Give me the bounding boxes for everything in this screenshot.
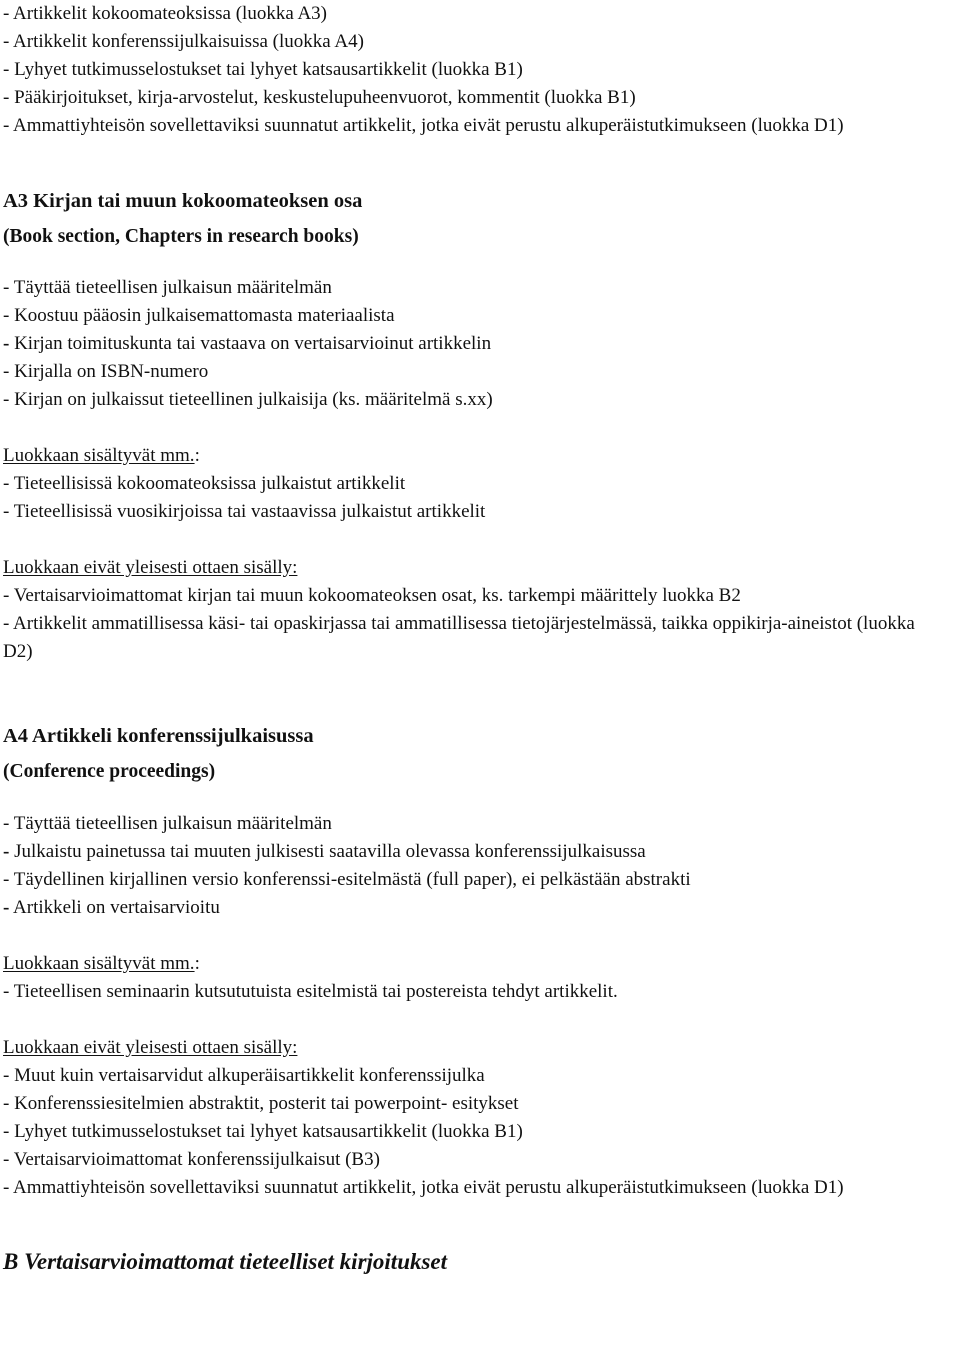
list-text: Kirjan toimituskunta tai vastaava on vertaisarvioinut artikkelin [9,333,492,354]
list-item [3,866,959,894]
includes-colon: : [194,953,200,974]
list-item: - Tieteellisen seminaarin kutsututuista esitelmistä tai postereista tehdyt artikkelit. [3,981,618,1002]
list-dash: - [3,277,10,298]
excludes-label: Luokkaan eivät yleisesti ottaen sisälly: [3,557,298,578]
list-text: Kirjan on julkaissut tieteellinen julkaisija (ks. määritelmä s.xx) [9,389,493,410]
list-text: Täyttää tieteellisen julkaisun määritelmän [9,277,332,298]
excludes-heading [3,554,959,582]
section-b-title: B Vertaisarvioimattomat tieteelliset kirjoitukset [3,1249,448,1274]
includes-heading [3,950,959,978]
list-item [3,330,959,358]
criteria-list [3,810,959,922]
list-item: - Muut kuin vertaisarvidut alkuperäisartikkelit konferenssijulka [3,1065,485,1086]
section-subtitle: (Conference proceedings) [3,761,216,782]
list-item: - Lyhyet tutkimusselostukset tai lyhyet katsausartikkelit (luokka B1) [3,1121,523,1142]
section-subtitle: (Book section, Chapters in research books) [3,226,359,247]
includes-label: Luokkaan sisältyvät mm. [3,953,195,974]
list-text: Täyttää tieteellisen julkaisun määritelmän [9,813,332,834]
section-a4 [3,718,959,1202]
list-item: - Vertaisarvioimattomat kirjan tai muun kokoomateoksen osat, ks. tarkempi määrittely luokka B2 [3,585,741,606]
includes-heading [3,442,959,470]
list-item [3,838,959,866]
excludes-heading [3,1034,959,1062]
list-dash: - [3,361,10,382]
list-dash: - [3,813,10,834]
list-item: - Tieteellisissä vuosikirjoissa tai vastaavissa julkaistut artikkelit [3,501,486,522]
list-text: Täydellinen kirjallinen versio konferenssi-esitelmästä (full paper), ei pelkästään abstrakti [9,869,691,890]
list-dash: - [3,841,10,862]
section-title: A4 Artikkeli konferenssijulkaisussa [3,725,314,747]
excludes-label: Luokkaan eivät yleisesti ottaen sisälly: [3,1037,298,1058]
list-dash: - [3,333,10,354]
list-item: - Pääkirjoitukset, kirja-arvostelut, keskustelupuheenvuorot, kommentit (luokka B1) [3,87,636,108]
criteria-list [3,274,959,414]
list-item: - Artikkelit kokoomateoksissa (luokka A3) [3,3,328,24]
list-item [3,358,959,386]
list-item: - Ammattiyhteisön sovellettaviksi suunnatut artikkelit, jotka eivät perustu alkuperäistutkimukseen (luokka D1) [3,115,844,136]
list-text: Artikkeli on vertaisarvioitu [9,897,220,918]
list-dash: - [3,389,10,410]
list-item: - Artikkelit ammatillisessa käsi- tai opaskirjassa tai ammatillisessa tietojärjestelmässä, taikka oppikirja-aineistot (luokka D2) [3,613,915,662]
section-title: A3 Kirjan tai muun kokoomateoksen osa [3,190,363,212]
list-item [3,386,959,414]
list-dash: - [3,305,10,326]
list-text: Julkaistu painetussa tai muuten julkisesti saatavilla olevassa konferenssijulkaisussa [9,841,646,862]
list-item: - Konferenssiesitelmien abstraktit, posterit tai powerpoint- esitykset [3,1093,519,1114]
list-item [3,302,959,330]
list-text: Koostuu pääosin julkaisemattomasta materiaalista [9,305,395,326]
list-item: - Artikkelit konferenssijulkaisuissa (luokka A4) [3,31,364,52]
list-item: - Vertaisarvioimattomat konferenssijulkaisut (B3) [3,1149,380,1170]
intro-list [3,0,959,140]
list-item [3,274,959,302]
list-item: - Ammattiyhteisön sovellettaviksi suunnatut artikkelit, jotka eivät perustu alkuperäistutkimukseen (luokka D1) [3,1177,844,1198]
list-item [3,894,959,922]
list-text: Kirjalla on ISBN-numero [9,361,209,382]
section-a3 [3,183,959,666]
includes-label: Luokkaan sisältyvät mm. [3,445,195,466]
list-dash: - [3,897,10,918]
list-item: - Tieteellisissä kokoomateoksissa julkaistut artikkelit [3,473,406,494]
list-dash: - [3,869,10,890]
includes-colon: : [194,445,200,466]
list-item: - Lyhyet tutkimusselostukset tai lyhyet katsausartikkelit (luokka B1) [3,59,523,80]
document-page [3,0,959,1280]
list-item [3,810,959,838]
